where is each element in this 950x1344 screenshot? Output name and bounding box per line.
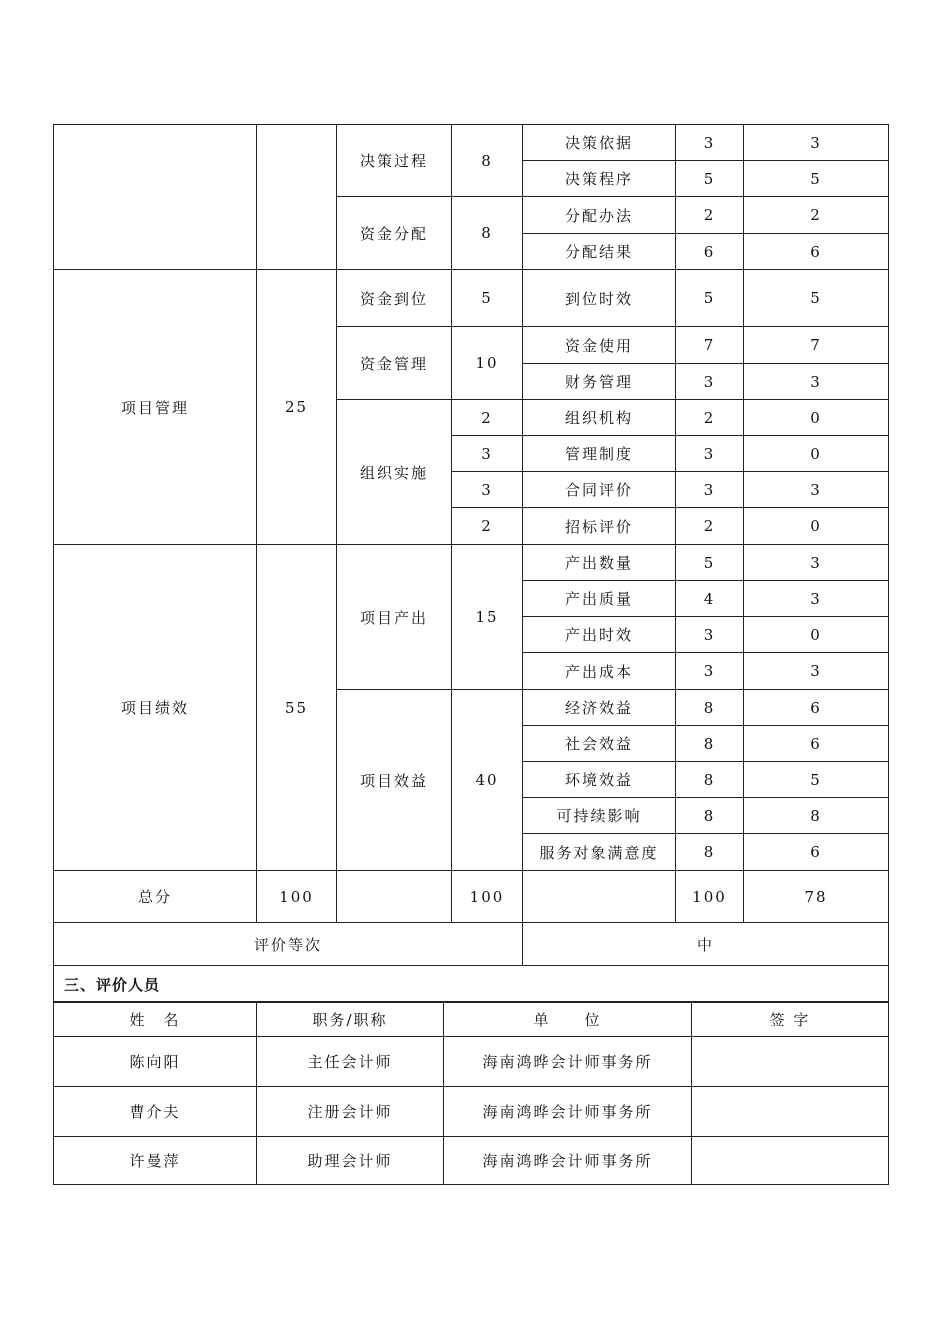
subcategory-weight-cell: 8 [452, 125, 523, 197]
section-row [54, 966, 889, 1003]
actual-score-cell: 6 [744, 690, 889, 726]
subcategory-cell: 资金分配 [337, 197, 452, 270]
evaluator-name: 陈向阳 [54, 1037, 257, 1087]
evaluator-title: 主任会计师 [257, 1037, 444, 1087]
actual-score-cell: 6 [744, 234, 889, 270]
indicator-cell: 决策依据 [523, 125, 676, 161]
signature-cell [692, 1037, 889, 1087]
subcategory-weight-cell: 3 [452, 472, 523, 508]
score-cell: 7 [676, 327, 744, 364]
total-label: 总分 [54, 871, 257, 923]
actual-score-cell: 0 [744, 508, 889, 545]
actual-score-cell: 0 [744, 400, 889, 436]
total-actual-score: 78 [744, 871, 889, 923]
score-cell: 5 [676, 161, 744, 197]
grade-value: 中 [523, 923, 889, 966]
indicator-cell: 到位时效 [523, 270, 676, 327]
actual-score-cell: 8 [744, 798, 889, 834]
table-row [54, 125, 889, 161]
total-weight-1: 100 [257, 871, 337, 923]
grade-row [54, 923, 889, 966]
subcategory-weight-cell: 40 [452, 690, 523, 871]
subcategory-cell: 资金管理 [337, 327, 452, 400]
evaluation-table [53, 124, 889, 1003]
actual-score-cell: 3 [744, 545, 889, 581]
section-title: 三、评价人员 [54, 966, 889, 1003]
actual-score-cell: 0 [744, 436, 889, 472]
indicator-cell: 经济效益 [523, 690, 676, 726]
indicator-cell: 产出数量 [523, 545, 676, 581]
score-cell: 3 [676, 364, 744, 400]
subcategory-weight-cell: 10 [452, 327, 523, 400]
indicator-cell: 组织机构 [523, 400, 676, 436]
grade-label: 评价等次 [54, 923, 523, 966]
score-cell: 3 [676, 472, 744, 508]
category-weight-cell: 55 [257, 545, 337, 871]
score-cell: 2 [676, 400, 744, 436]
subcategory-weight-cell: 8 [452, 197, 523, 270]
header-row [54, 1002, 889, 1037]
subcategory-weight-cell: 3 [452, 436, 523, 472]
actual-score-cell: 3 [744, 472, 889, 508]
score-cell: 2 [676, 197, 744, 234]
actual-score-cell: 3 [744, 364, 889, 400]
score-cell: 2 [676, 508, 744, 545]
indicator-cell: 管理制度 [523, 436, 676, 472]
actual-score-cell: 5 [744, 270, 889, 327]
actual-score-cell: 3 [744, 581, 889, 617]
subcategory-cell: 决策过程 [337, 125, 452, 197]
subcategory-cell: 项目效益 [337, 690, 452, 871]
score-cell: 8 [676, 690, 744, 726]
indicator-cell: 产出质量 [523, 581, 676, 617]
table-row [54, 1137, 889, 1185]
subcategory-weight-cell: 2 [452, 400, 523, 436]
score-cell: 8 [676, 798, 744, 834]
table-row [54, 270, 889, 327]
subcategory-cell: 资金到位 [337, 270, 452, 327]
category-weight-cell: 25 [257, 270, 337, 545]
evaluator-unit: 海南鸿晔会计师事务所 [444, 1137, 692, 1185]
total-empty-cell [337, 871, 452, 923]
category-cell: 项目管理 [54, 270, 257, 545]
category-cell [54, 125, 257, 270]
evaluator-name: 许曼萍 [54, 1137, 257, 1185]
score-cell: 3 [676, 617, 744, 653]
score-cell: 8 [676, 726, 744, 762]
subcategory-weight-cell: 15 [452, 545, 523, 690]
indicator-cell: 财务管理 [523, 364, 676, 400]
indicator-cell: 产出时效 [523, 617, 676, 653]
subcategory-weight-cell: 5 [452, 270, 523, 327]
header-signature: 签 字 [692, 1002, 889, 1037]
indicator-cell: 决策程序 [523, 161, 676, 197]
indicator-cell: 分配结果 [523, 234, 676, 270]
actual-score-cell: 3 [744, 653, 889, 690]
score-cell: 3 [676, 653, 744, 690]
total-weight-2: 100 [452, 871, 523, 923]
evaluator-unit: 海南鸿晔会计师事务所 [444, 1037, 692, 1087]
subcategory-cell: 项目产出 [337, 545, 452, 690]
subcategory-weight-cell: 2 [452, 508, 523, 545]
score-cell: 8 [676, 834, 744, 871]
actual-score-cell: 7 [744, 327, 889, 364]
signature-cell [692, 1137, 889, 1185]
table-row [54, 545, 889, 581]
evaluator-title: 注册会计师 [257, 1087, 444, 1137]
indicator-cell: 环境效益 [523, 762, 676, 798]
actual-score-cell: 0 [744, 617, 889, 653]
category-weight-cell [257, 125, 337, 270]
signature-cell [692, 1087, 889, 1137]
score-cell: 5 [676, 545, 744, 581]
actual-score-cell: 6 [744, 726, 889, 762]
score-cell: 6 [676, 234, 744, 270]
indicator-cell: 产出成本 [523, 653, 676, 690]
total-empty-cell [523, 871, 676, 923]
indicator-cell: 合同评价 [523, 472, 676, 508]
indicator-cell: 服务对象满意度 [523, 834, 676, 871]
header-unit: 单 位 [444, 1002, 692, 1037]
header-title: 职务/职称 [257, 1002, 444, 1037]
indicator-cell: 分配办法 [523, 197, 676, 234]
actual-score-cell: 3 [744, 125, 889, 161]
score-cell: 5 [676, 270, 744, 327]
evaluator-unit: 海南鸿晔会计师事务所 [444, 1087, 692, 1137]
score-cell: 4 [676, 581, 744, 617]
indicator-cell: 可持续影响 [523, 798, 676, 834]
evaluator-title: 助理会计师 [257, 1137, 444, 1185]
indicator-cell: 资金使用 [523, 327, 676, 364]
evaluators-table [53, 1001, 889, 1185]
indicator-cell: 招标评价 [523, 508, 676, 545]
indicator-cell: 社会效益 [523, 726, 676, 762]
actual-score-cell: 2 [744, 197, 889, 234]
total-score: 100 [676, 871, 744, 923]
actual-score-cell: 5 [744, 161, 889, 197]
header-name: 姓 名 [54, 1002, 257, 1037]
total-row [54, 871, 889, 923]
score-cell: 3 [676, 125, 744, 161]
actual-score-cell: 5 [744, 762, 889, 798]
evaluator-name: 曹介夫 [54, 1087, 257, 1137]
table-row [54, 1037, 889, 1087]
score-cell: 8 [676, 762, 744, 798]
category-cell: 项目绩效 [54, 545, 257, 871]
table-row [54, 1087, 889, 1137]
actual-score-cell: 6 [744, 834, 889, 871]
score-cell: 3 [676, 436, 744, 472]
subcategory-cell: 组织实施 [337, 400, 452, 545]
